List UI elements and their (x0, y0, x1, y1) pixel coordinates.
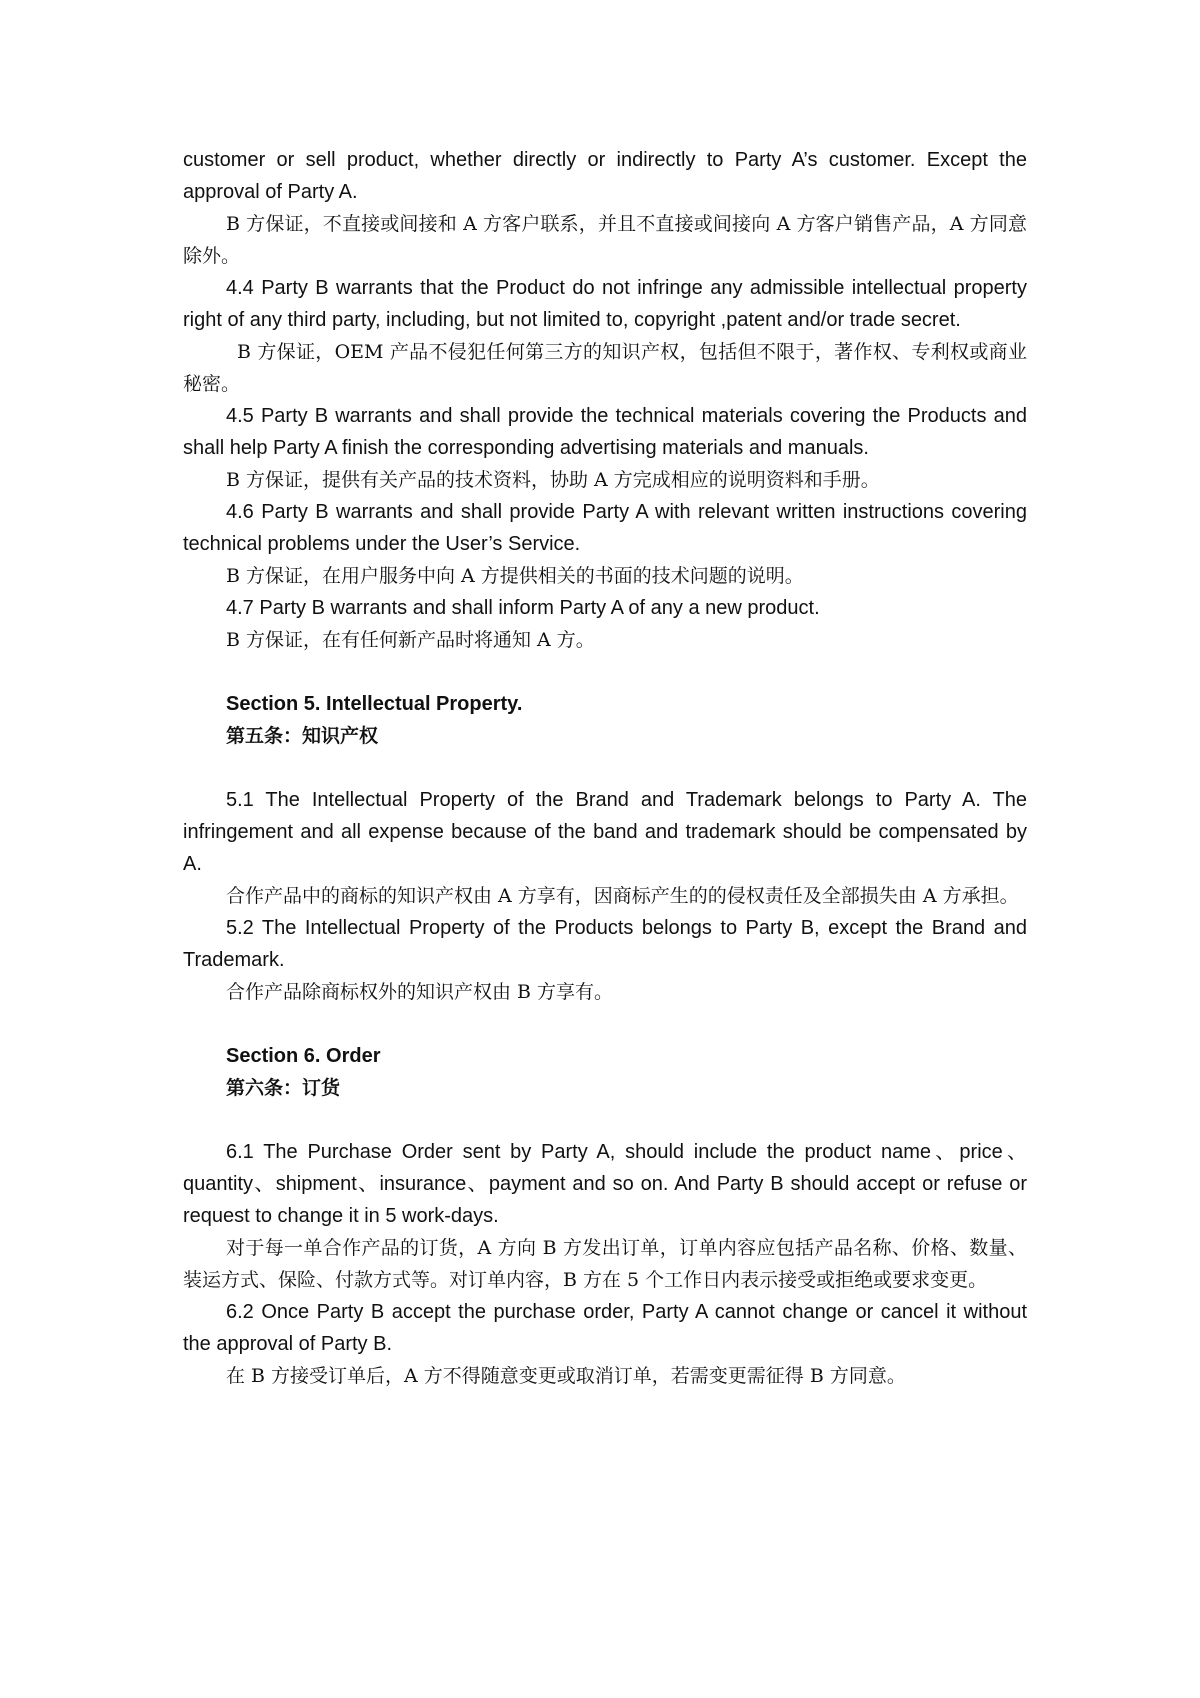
clause-4-5: 4.5 Party B warrants and shall provide the technical materials covering the Products and shall help Party A finish the corresponding advertising materials and manuals. (183, 405, 1027, 459)
document-body (183, 144, 1027, 1392)
clause-4-7-chinese: B 方保证，在有任何新产品时将通知 A 方。 (226, 629, 595, 651)
clause-5-1-chinese: 合作产品中的商标的知识产权由 A 方享有，因商标产生的的侵权责任及全部损失由 A 方承担。 (226, 885, 1019, 907)
clause-4-3-continuation: customer or sell product, whether directly or indirectly to Party A’s customer. Except the approval of Party A. (183, 149, 1027, 203)
spacer (183, 1104, 1027, 1136)
spacer (183, 752, 1027, 784)
clause-4-4: 4.4 Party B warrants that the Product do not infringe any admissible intellectual property right of any third party, including, but not limited to, copyright ,patent and/or trade secret. (183, 277, 1027, 331)
section-6-heading: Section 6. Order (226, 1045, 381, 1067)
clause-4-7: 4.7 Party B warrants and shall inform Party A of any a new product. (226, 597, 820, 619)
section-6-heading-chinese: 第六条：订货 (226, 1077, 341, 1099)
clause-6-2: 6.2 Once Party B accept the purchase order, Party A cannot change or cancel it without the approval of Party B. (183, 1301, 1027, 1355)
clause-5-1: 5.1 The Intellectual Property of the Brand and Trademark belongs to Party A. The infringement and all expense because of the band and trademark should be compensated by A. (183, 789, 1027, 875)
clause-4-5-chinese: B 方保证，提供有关产品的技术资料，协助 A 方完成相应的说明资料和手册。 (226, 469, 880, 491)
spacer (183, 1008, 1027, 1040)
clause-4-4-chinese: B 方保证，OEM 产品不侵犯任何第三方的知识产权，包括但不限于，著作权、专利权或商业秘密。 (183, 341, 1027, 395)
section-5-heading: Section 5. Intellectual Property. (226, 693, 523, 715)
clause-5-2: 5.2 The Intellectual Property of the Products belongs to Party B, except the Brand and Trademark. (183, 917, 1027, 971)
clause-6-1-chinese: 对于每一单合作产品的订货，A 方向 B 方发出订单，订单内容应包括产品名称、价格、数量、装运方式、保险、付款方式等。对订单内容，B 方在 5 个工作日内表示接受或拒绝或要求变更。 (183, 1237, 1027, 1291)
clause-4-6: 4.6 Party B warrants and shall provide Party A with relevant written instructions covering technical problems under the User’s Service. (183, 501, 1027, 555)
clause-4-6-chinese: B 方保证，在用户服务中向 A 方提供相关的书面的技术问题的说明。 (226, 565, 804, 587)
clause-6-2-chinese: 在 B 方接受订单后，A 方不得随意变更或取消订单，若需变更需征得 B 方同意。 (226, 1365, 906, 1387)
section-5-heading-chinese: 第五条：知识产权 (226, 725, 379, 747)
clause-4-3-chinese: B 方保证，不直接或间接和 A 方客户联系，并且不直接或间接向 A 方客户销售产品，A 方同意除外。 (183, 213, 1027, 267)
clause-6-1: 6.1 The Purchase Order sent by Party A, should include the product name、price、quantity、shipment、insurance、payment and so on. And Party B should accept or refuse or request to change it in 5 work-days. (183, 1141, 1027, 1227)
clause-5-2-chinese: 合作产品除商标权外的知识产权由 B 方享有。 (226, 981, 614, 1003)
spacer (183, 656, 1027, 688)
